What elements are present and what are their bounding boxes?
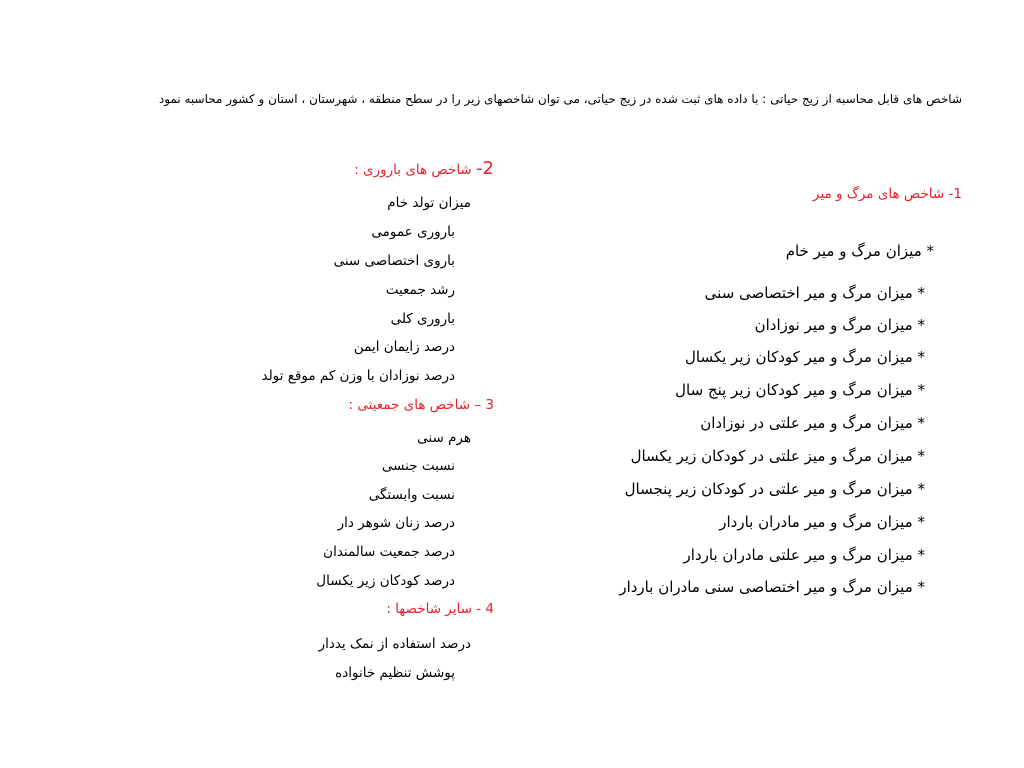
section4-item: پوشش تنظیم خانواده xyxy=(335,665,455,681)
section4-title: سایر شاخصها : xyxy=(386,601,472,617)
section1-item: * میزان مرگ و میر مادران باردار xyxy=(719,513,925,531)
section1-item: * میزان مرگ و میر کودکان زیر یکسال xyxy=(684,348,925,366)
section3-item: درصد کودکان زیر یکسال xyxy=(316,573,455,589)
section4-number: 4 - xyxy=(476,601,494,617)
section2-item: باروری عمومی xyxy=(371,224,455,240)
section3-number: 3 – xyxy=(474,397,494,413)
section2-number: 2- xyxy=(476,158,494,179)
section1-item: * میزان مرگ و میر علتی مادران باردار xyxy=(683,546,925,564)
section2-title: شاخص های باروری : xyxy=(354,162,472,178)
section2-item: رشد جمعیت xyxy=(385,282,455,298)
section1-item: * میزان مرگ و میر نوزادان xyxy=(754,316,925,334)
section2-item: میزان تولد خام xyxy=(387,195,471,211)
section4-item: درصد استفاده از نمک یددار xyxy=(318,636,471,652)
section1-title: شاخص های مرگ و میر xyxy=(812,186,945,202)
section4-heading xyxy=(386,601,494,617)
intro-text: شاخص های قابل محاسبه از زیج حیاتی : با داده های ثبت شده در زیج حیاتی، می توان شاخصهای زیر را در سطح منطقه ، شهرستان ، استان و کشور محاسبه نمود xyxy=(158,92,962,106)
section1-item: * میزان مرگ و میر اختصاصی سنی xyxy=(704,284,925,302)
section2-item: باروری کلی xyxy=(390,311,455,327)
section3-item: نسبت وابستگی xyxy=(368,487,455,503)
section2-item: درصد نوزادان با وزن کم موقع تولد xyxy=(261,368,455,384)
section1-item: * میزان مرگ و میر علتی در نوزادان xyxy=(700,414,925,432)
section1-item: * میزان مرگ و میر خام xyxy=(785,242,934,260)
section1-item: * میزان مرگ و میز علتی در کودکان زیر یکسال xyxy=(630,447,925,465)
section1-item: * میزان مرگ و میر اختصاصی سنی مادران باردار xyxy=(619,578,925,596)
section2-item: باروی اختصاصی سنی xyxy=(333,253,455,269)
section3-heading xyxy=(348,397,494,413)
section3-item: درصد زنان شوهر دار xyxy=(337,515,455,531)
section1-heading xyxy=(813,186,962,202)
section1-item: * میزان مرگ و میر کودکان زیر پنج سال xyxy=(675,381,925,399)
section3-item: نسبت جنسی xyxy=(381,458,455,474)
section1-item: * میزان مرگ و میر علتی در کودکان زیر پنجسال xyxy=(624,480,925,498)
section2-item: درصد زایمان ایمن xyxy=(353,339,455,355)
section3-item: هرم سنی xyxy=(417,430,471,446)
section2-heading xyxy=(354,158,494,179)
section3-item: درصد جمعیت سالمندان xyxy=(323,544,455,560)
section3-title: شاخص های جمعیتی : xyxy=(348,397,471,413)
section1-number: 1- xyxy=(948,186,962,202)
